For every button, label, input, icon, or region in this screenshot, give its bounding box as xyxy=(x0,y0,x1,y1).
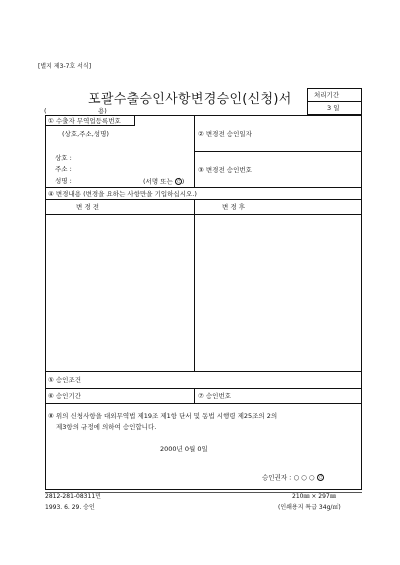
subtitle-paren-left: ( xyxy=(44,107,47,115)
divider-col-approval xyxy=(194,388,195,403)
prior-approval-number-label: ③ 변경전 승인번호 xyxy=(198,166,252,174)
divider-col-changes xyxy=(194,199,195,371)
divider-row-2 xyxy=(45,199,362,200)
footer-date: 1993. 6. 29. 승인 xyxy=(45,504,95,511)
approver-label: 승인권자 : ○ ○ ○ xyxy=(262,473,315,482)
approval-statement-line-2: 제3항의 규정에 의하여 승인합니다. xyxy=(56,423,157,431)
approver-seal-icon: 인 xyxy=(317,475,323,480)
form-label: [별지 제3-7호 서식] xyxy=(38,63,92,70)
divider-right-mid xyxy=(194,151,362,152)
before-change-header: 변 경 전 xyxy=(76,203,99,211)
company-name-label: 상호 : xyxy=(55,154,72,162)
change-content-label: ④ 변경내용 (변경을 요하는 사항만을 기입하십시오.) xyxy=(48,190,197,198)
exporter-reg-label: ① 수출자 무역업등록번호 xyxy=(48,117,121,125)
processing-period-label: 처리기간 xyxy=(314,91,340,99)
processing-period-value: 3 일 xyxy=(327,104,340,112)
prior-approval-date-label: ② 변경전 승인일자 xyxy=(198,130,252,138)
exporter-sub-label: (상호,주소,성명) xyxy=(62,130,109,138)
divider-row-4 xyxy=(45,371,362,372)
approval-conditions-label: ⑤ 승인조건 xyxy=(48,376,82,384)
document-title: 포괄수출승인사항변경승인(신청)서 xyxy=(88,92,292,107)
footer-size: 210㎜ × 297㎜ xyxy=(292,493,336,500)
after-change-header: 변 경 후 xyxy=(222,203,245,211)
divider-row-3 xyxy=(45,214,362,215)
divider-row-6 xyxy=(45,403,362,404)
seal-stamp-icon: 인 xyxy=(176,179,181,184)
divider-row-5 xyxy=(45,388,362,389)
processing-period-box xyxy=(307,88,362,115)
footer-code: 2812-281-08311민 xyxy=(45,493,101,500)
address-label: 주소 : xyxy=(55,165,72,173)
approver-line xyxy=(262,474,324,481)
footer-paper: (인쇄용지 특급 34g/㎡) xyxy=(278,504,341,511)
approval-date: 2000년 0월 0일 xyxy=(160,445,208,453)
signature-hint-close: ) xyxy=(181,177,185,186)
approval-statement-line-1: ⑧ 위의 신청사항을 대외무역법 제19조 제1항 단서 및 동법 시행령 제25조의 2의 xyxy=(48,412,278,420)
subtitle-paren-right: 용) xyxy=(98,107,107,115)
approval-period-label: ⑥ 승인기간 xyxy=(48,392,82,400)
approval-number-label: ⑦ 승인번호 xyxy=(198,392,232,400)
representative-label: 성명 : xyxy=(55,177,72,185)
signature-hint-text: (서명 또는 xyxy=(143,177,173,186)
divider-row-1 xyxy=(45,187,362,188)
signature-hint xyxy=(143,178,184,185)
